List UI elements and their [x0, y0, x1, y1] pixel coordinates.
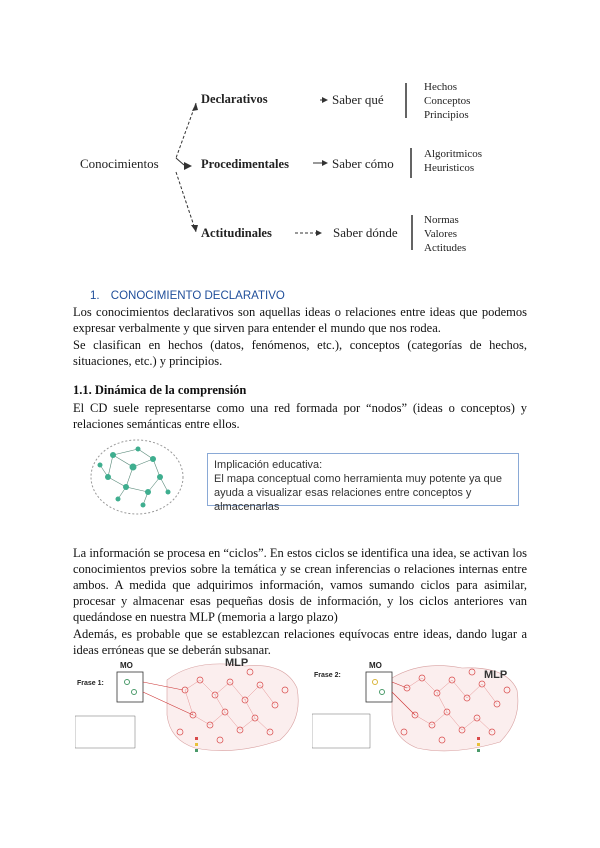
list-item: Algoritmicos — [424, 148, 483, 160]
educational-implication-box — [207, 453, 519, 513]
paragraph: El CD suele representarse como una red formada por “nodos” (ideas o conceptos) y relaciones semánticas entre ellos. — [73, 401, 527, 431]
relation-saber-como: Saber cómo — [332, 156, 394, 171]
branch-actitudinales: Actitudinales — [201, 226, 272, 240]
section-heading — [90, 290, 285, 302]
list-item: Conceptos — [424, 95, 471, 107]
list-item: Heuristicos — [424, 162, 475, 174]
mlp-network-left — [75, 657, 305, 756]
branch-declarativos: Declarativos — [201, 92, 268, 106]
mo-label: MO — [120, 661, 133, 670]
paragraph: Se clasifican en hechos (datos, fenómenos, etc.), conceptos (categorías de hechos, situaciones, etc.) y principios. — [73, 338, 527, 368]
list-item: Normas — [424, 214, 459, 226]
items-actitudinales — [424, 213, 466, 255]
items-procedimentales — [424, 147, 482, 175]
list-item: Actitudes — [424, 242, 467, 254]
subsection-title: 1.1. Dinámica de la comprensión — [73, 383, 247, 397]
paragraph: La información se procesa en “ciclos”. En estos ciclos se identifica una idea, se activan los conocimientos previos sobre la temática y se crean inferencias o relaciones internas entre ambos. A medida que adquirimos información, vamos sumando ciclos para asimilar, procesar y almacenar esas pequeñas dosis de información, y los ciclos anteriores van quedándose en nuestra MLP (memoria a largo plazo) — [73, 546, 527, 624]
memory-figure-left — [75, 657, 305, 756]
box-body: El mapa conceptual como herramienta muy potente ya que ayuda a visualizar esas relaciones entre conceptos y almacenarlas — [214, 473, 502, 513]
relation-saber-que: Saber qué — [332, 92, 384, 107]
memory-figure-right — [312, 660, 522, 756]
list-item: Hechos — [424, 81, 457, 93]
paragraph: Los conocimientos declarativos son aquellas ideas o relaciones entre ideas que podemos expresar verbalmente y que sirven para entender el mundo que nos rodea. — [73, 305, 527, 335]
mlp-label: MLP — [484, 669, 508, 681]
items-declarativos — [424, 80, 470, 122]
section-title: CONOCIMIENTO DECLARATIVO — [110, 290, 285, 302]
mlp-label: MLP — [225, 657, 249, 669]
section-number: 1. — [90, 290, 100, 302]
frase-label: Frase 1: — [77, 680, 104, 687]
frase-label: Frase 2: — [314, 672, 341, 679]
branch-procedimentales: Procedimentales — [201, 157, 289, 171]
list-item: Principios — [424, 109, 469, 121]
list-item: Valores — [424, 228, 457, 240]
box-title: Implicación educativa: — [214, 459, 323, 471]
network-illustration — [88, 437, 186, 517]
diagram-lines — [0, 0, 600, 270]
diagram-root: Conocimientos — [80, 156, 159, 171]
mo-label: MO — [369, 661, 382, 670]
paragraph: Además, es probable que se establezcan relaciones equívocas entre ideas, dando lugar a ideas erróneas que se deberán subsanar. — [73, 627, 527, 657]
relation-saber-donde: Saber dónde — [333, 225, 398, 240]
